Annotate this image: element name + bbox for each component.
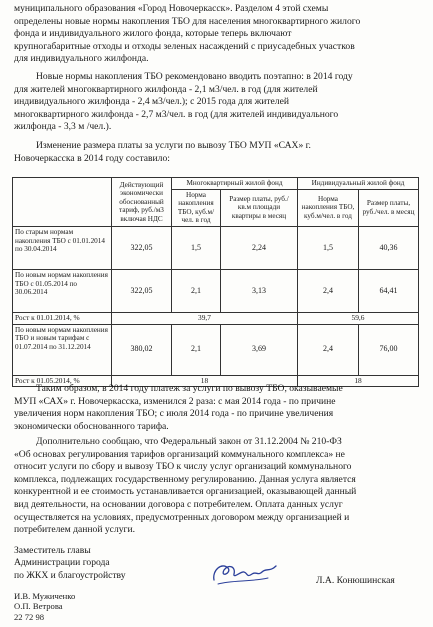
law-line: относит услуги по сбору и вывозу ТБО к числу услуг организаций коммунального <box>14 461 352 473</box>
table-row <box>13 324 419 375</box>
norms-paragraph <box>14 71 421 134</box>
growth-multi: 39,7 <box>112 312 298 324</box>
position-line: Заместитель главы <box>14 545 91 556</box>
header-tariff: Действующий экономически обоснованный тариф, руб./м3 включая НДС <box>112 178 172 227</box>
table-intro-line: Новочеркасска в 2014 году составило: <box>14 152 170 164</box>
norms-line: жилфонда - 3,3 м /чел.). <box>14 121 112 133</box>
conclusion-line: Таким образом, в 2014 году платеж за услуги по вывозу ТБО, оказываемые <box>36 383 343 394</box>
intro-line: определены новые нормы накопления ТБО для населения многоквартирного жилого <box>14 15 361 27</box>
cell-norm-ind: 2,4 <box>298 324 359 375</box>
cell-fee-multi: 3,13 <box>221 269 298 312</box>
subheader-norm-ind: Норма накопления ТБО, куб.м/чел. в год <box>298 189 359 226</box>
law-line: «Об основах регулирования тарифов организаций коммунального комплекса» не <box>14 448 345 460</box>
signatory-name: Л.А. Конюшинская <box>316 575 395 586</box>
intro-line: крупногабаритные отходы и отходы зеленых насаждений с приусадебных участков <box>14 40 355 52</box>
row-label: По старым нормам накопления ТБО с 01.01.2014 по 30.04.2014 <box>13 226 112 269</box>
cell-norm-multi: 1,5 <box>172 226 221 269</box>
growth-label: Рост к 01.05.2014, % <box>13 375 112 387</box>
cell-tariff: 380,02 <box>112 324 172 375</box>
row-label: По новым нормам накопления ТБО и новым тарифам с 01.07.2014 по 31.12.2014 <box>13 324 112 375</box>
table-intro-paragraph <box>14 140 421 165</box>
norms-line: многоквартирного жилфонда - 2,7 м3/чел. в год (для жителей индивидуального <box>14 108 339 120</box>
position-line: Администрации города <box>14 557 110 569</box>
cell-tariff: 322,05 <box>112 226 172 269</box>
table-growth-row <box>13 312 419 324</box>
executors-block <box>14 591 75 622</box>
cell-fee-multi: 2,24 <box>221 226 298 269</box>
intro-line: фонда и индивидуального жилого фонда, которые теперь включают <box>14 28 292 40</box>
cell-fee-multi: 3,69 <box>221 324 298 375</box>
table-row <box>13 269 419 312</box>
conclusion-line: МУП «САХ» г. Новочеркасска, изменился 2 раза: с мая 2014 года - по причине <box>14 395 336 407</box>
norms-line: для жителей многоквартирного жилфонда - 2,1 м3/чел. в год (для жителей <box>14 83 318 95</box>
subheader-fee-multi: Размер платы, руб./кв.м площади квартиры в месяц <box>221 189 298 226</box>
norms-line: индивидуального жилфонда - 2,4 м3/чел.); с 2015 года для жителей <box>14 96 289 108</box>
cell-fee-ind: 64,41 <box>359 269 419 312</box>
position-line: по ЖКХ и благоустройству <box>14 569 126 581</box>
intro-line: для индивидуального жилфонда. <box>14 53 149 65</box>
cell-norm-multi: 2,1 <box>172 324 221 375</box>
intro-line: муниципального образования «Город Новочеркасск». Разделом 4 этой схемы <box>14 3 329 14</box>
law-line: комплекса, подлежащих государственному регулированию. Данная услуга является <box>14 473 356 485</box>
law-line: вид деятельности, на основании договора с потребителем. Оплата данных услуг <box>14 498 343 510</box>
cell-fee-ind: 76,00 <box>359 324 419 375</box>
cell-tariff: 322,05 <box>112 269 172 312</box>
law-line: потребителем данной услуги. <box>14 524 135 536</box>
executor-phone: 22 72 98 <box>14 611 45 622</box>
executor-name: И.В. Мужиченко <box>14 591 76 601</box>
growth-ind: 59,6 <box>298 312 419 324</box>
table-row <box>13 226 419 269</box>
intro-paragraph <box>14 3 421 66</box>
cell-norm-multi: 2,1 <box>172 269 221 312</box>
conclusion-paragraph <box>14 383 421 433</box>
subheader-norm-multi: Норма накопления ТБО, куб.м/чел. в год <box>172 189 221 226</box>
table-header-row <box>13 178 419 190</box>
law-line: осуществляется на условиях, предусмотренных договором между организацией и <box>14 511 350 523</box>
conclusion-line: экономически обоснованного тарифа. <box>14 420 169 432</box>
corner-cell <box>13 178 112 227</box>
subheader-fee-ind: Размер платы, руб./чел. в месяц <box>359 189 419 226</box>
growth-ind: 18 <box>298 375 419 387</box>
header-individual: Индивидуальный жилой фонд <box>298 178 419 190</box>
cell-norm-ind: 2,4 <box>298 269 359 312</box>
fee-table <box>12 177 419 387</box>
header-multi: Многоквартирный жилой фонд <box>172 178 298 190</box>
signatory-position <box>14 545 126 582</box>
cell-fee-ind: 40,36 <box>359 226 419 269</box>
law-paragraph <box>14 436 421 537</box>
cell-norm-ind: 1,5 <box>298 226 359 269</box>
growth-label: Рост к 01.01.2014, % <box>13 312 112 324</box>
growth-multi: 18 <box>112 375 298 387</box>
row-label: По новым нормам накопления ТБО с 01.05.2014 по 30.06.2014 <box>13 269 112 312</box>
law-line: Дополнительно сообщаю, что Федеральный закон от 31.12.2004 № 210-ФЗ <box>36 436 342 447</box>
table-intro-line: Изменение размера платы за услуги по вывозу ТБО МУП «САХ» г. <box>36 140 311 151</box>
norms-line: Новые нормы накопления ТБО рекомендовано вводить поэтапно: в 2014 году <box>36 71 353 82</box>
handwritten-signature <box>208 556 280 592</box>
law-line: конкурентной и ее стоимость устанавливается организацией, оказывающей данный <box>14 486 357 498</box>
executor-name: О.П. Ветрова <box>14 601 63 612</box>
conclusion-line: увеличения норм накопления ТБО; с июля 2014 года - по причине увеличения <box>14 408 334 420</box>
